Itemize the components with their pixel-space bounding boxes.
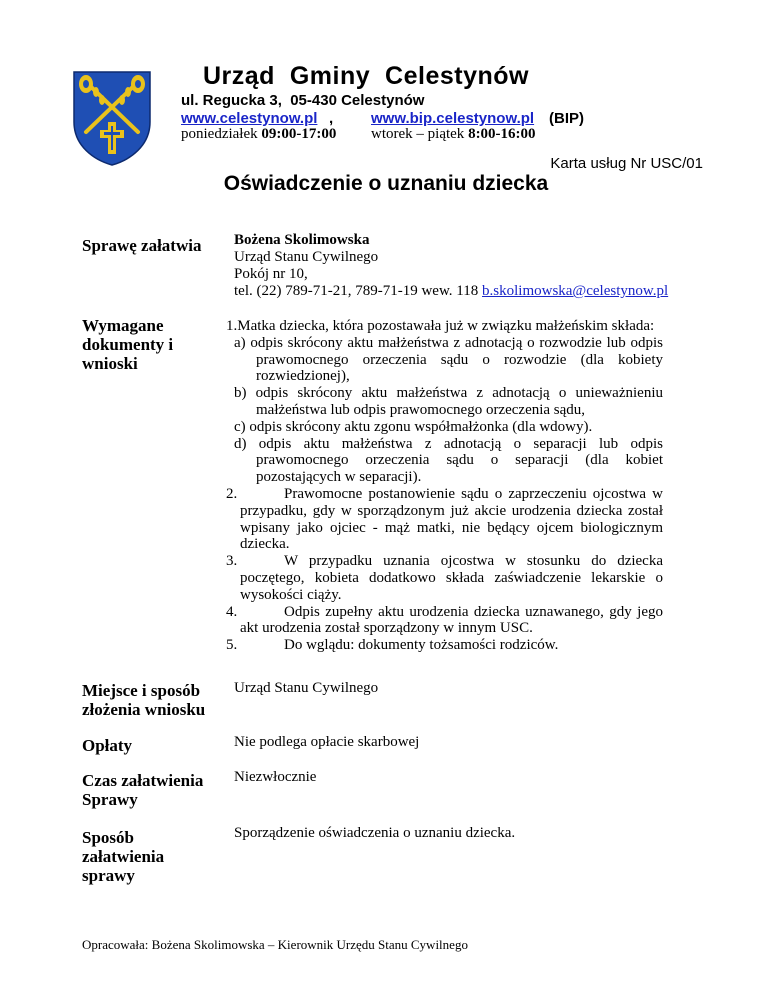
document-title: Oświadczenie o uznaniu dziecka: [223, 172, 549, 195]
list-item: a) odpis skrócony aktu małżeństwa z adnotacją o rozwodzie lub odpis prawomocnego orzeczenia sądu o rozwodzie (dla kobiety rozwiedzionej),: [234, 334, 663, 385]
list-item: 1.Matka dziecka, która pozostawała już w związku małżeńskim składa:: [226, 318, 655, 334]
required-documents-label: Wymagane dokumenty i wnioski: [82, 316, 174, 373]
list-item: 5. Do wglądu: dokumenty tożsamości rodziców.: [226, 637, 559, 654]
time-value: Niezwłocznie: [234, 769, 317, 785]
clerk-room: Pokój nr 10,: [234, 266, 308, 282]
card-number: Karta usług Nr USC/01: [550, 155, 703, 172]
method-value: Sporządzenie oświadczenia o uznaniu dziecka.: [234, 825, 516, 841]
office-name: Urząd Gminy Celestynów: [203, 62, 529, 90]
time-label: Czas załatwienia Sprawy: [82, 771, 204, 809]
bip-suffix: (BIP): [549, 110, 584, 127]
clerk-name: Bożena Skolimowska: [234, 232, 370, 248]
method-label: Sposób załatwienia sprawy: [82, 828, 165, 885]
fees-value: Nie podlega opłacie skarbowej: [234, 734, 420, 750]
clerk-office: Urząd Stanu Cywilnego: [234, 249, 379, 265]
handled-by-label: Sprawę załatwia: [82, 236, 202, 255]
place-value: Urząd Stanu Cywilnego: [234, 680, 379, 696]
list-item: b) odpis skrócony aktu małżeństwa z adnotacją o unieważnieniu małżeństwa lub odpis prawomocnego orzeczenia sądu,: [234, 385, 663, 418]
handled-by-content: [234, 232, 689, 300]
footer-note: Opracowała: Bożena Skolimowska – Kierownik Urzędu Stanu Cywilnego: [82, 937, 468, 952]
fees-label: Opłaty: [82, 736, 133, 755]
clerk-email-link[interactable]: b.skolimowska@celestynow.pl: [482, 283, 669, 299]
coat-of-arms-icon: [72, 70, 152, 166]
required-documents-list: [226, 318, 663, 654]
office-address: ul. Regucka 3, 05-430 Celestynów: [181, 92, 425, 109]
list-item: d) odpis aktu małżeństwa z adnotacją o separacji lub odpis prawomocnego orzeczenia sądu o separacji (dla kobiet pozostających w separacji).: [234, 435, 663, 486]
clerk-contact: tel. (22) 789-71-21, 789-71-19 wew. 118 b.skolimowska@celestynow.pl: [234, 283, 669, 299]
list-item: c) odpis skrócony aktu zgonu współmałżonka (dla wdowy).: [234, 418, 593, 435]
website-separator: ,: [329, 110, 334, 127]
hours-monday: poniedziałek 09:00-17:00: [181, 126, 337, 142]
list-item: 4. Odpis zupełny aktu urodzenia dziecka uznawanego, gdy jego akt urodzenia został sporządzony w innym USC.: [226, 603, 663, 637]
website-link[interactable]: www.celestynow.pl: [181, 110, 318, 127]
place-label: Miejsce i sposób złożenia wniosku: [82, 681, 206, 719]
list-item: 2. Prawomocne postanowienie sądu o zaprzeczeniu ojcostwa w przypadku, gdy w sporządzonym już akcie urodzenia dziecka został wpisany jako ojciec - mąż matki, nie będący ojcem biologicznym dziecka.: [226, 485, 663, 553]
list-item: 3. W przypadku uznania ojcostwa w stosunku do dziecka poczętego, kobieta dodatkowo składa zaświadczenie lekarskie o wysokości ciąży.: [226, 553, 663, 603]
hours-tuesday-friday: wtorek – piątek 8:00-16:00: [371, 126, 536, 142]
bip-website-link[interactable]: www.bip.celestynow.pl: [371, 110, 535, 127]
